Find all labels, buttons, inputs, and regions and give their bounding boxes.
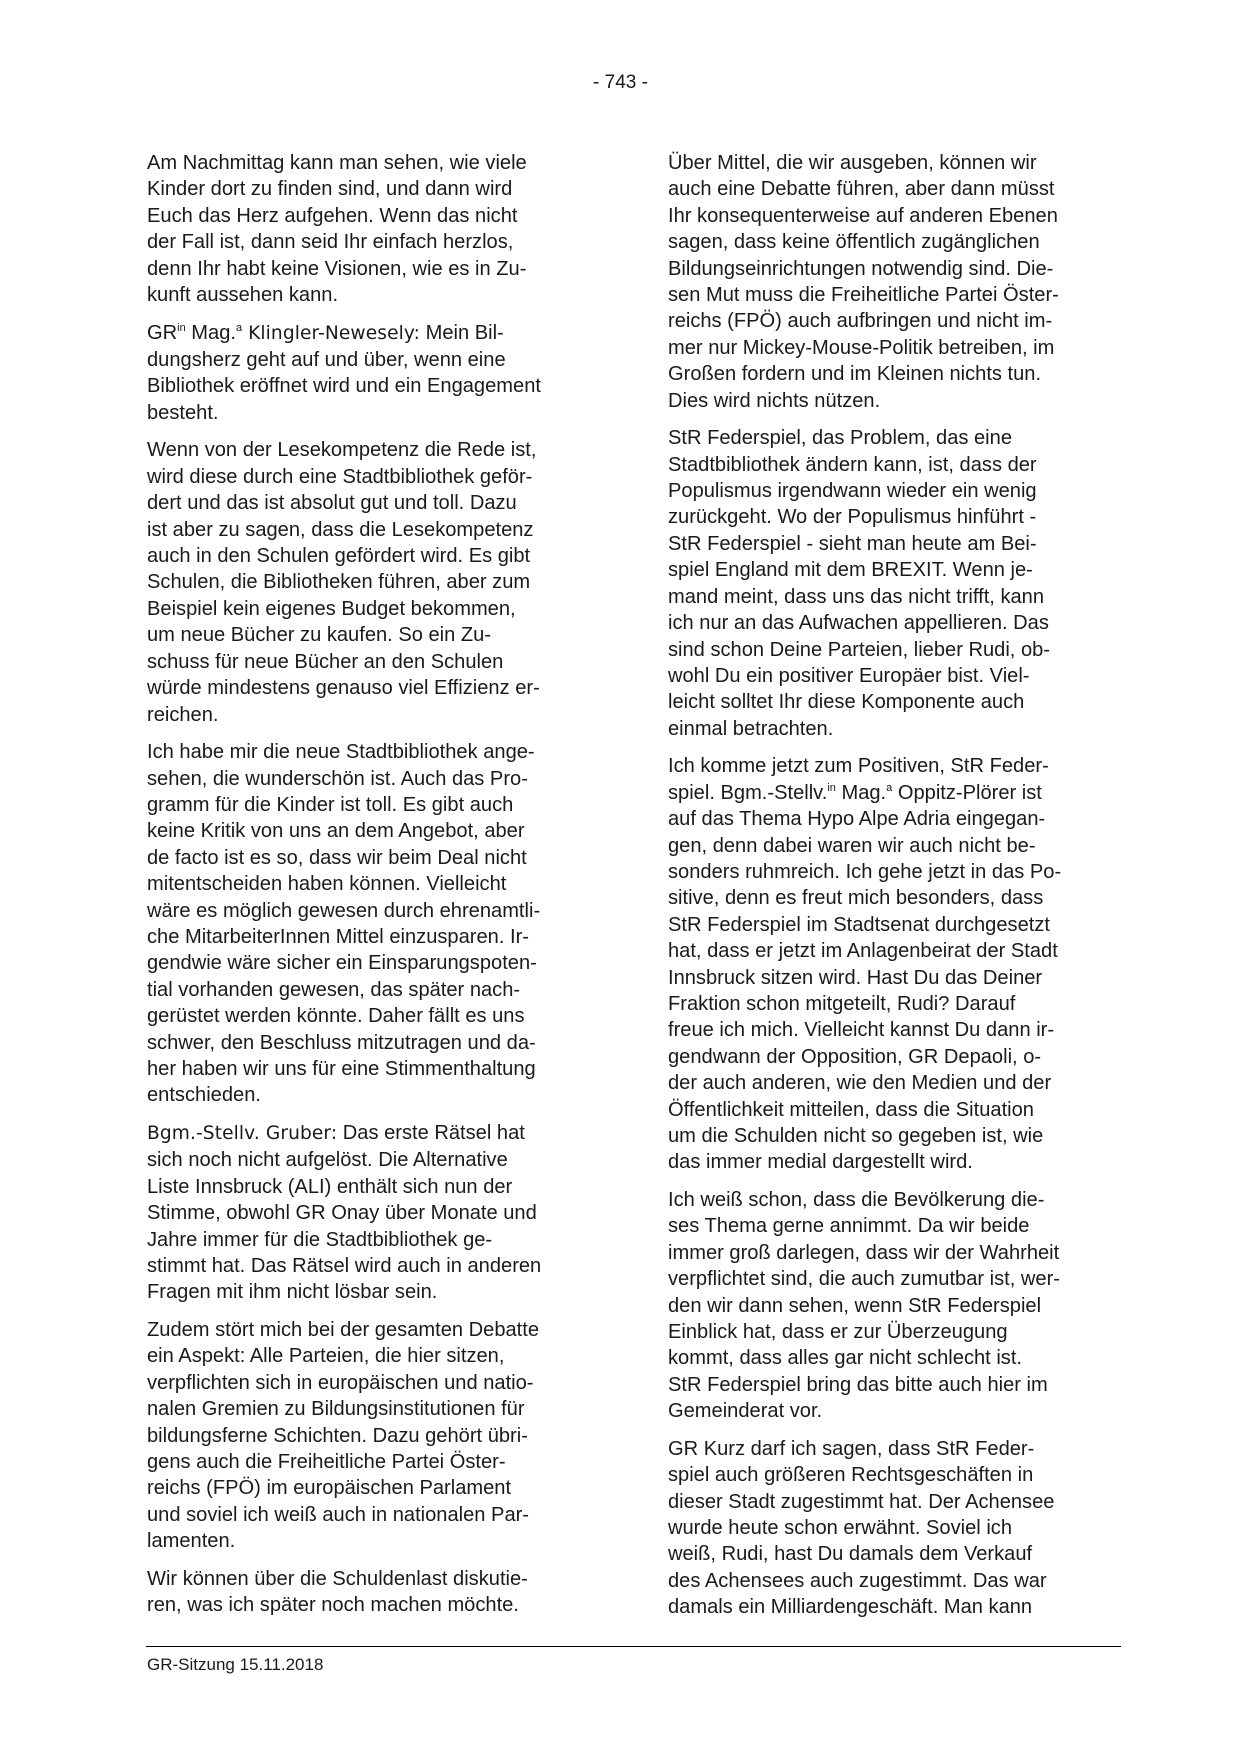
superscript: in — [177, 321, 186, 334]
text-line: reichs (FPÖ) im europäischen Parlament — [147, 1477, 512, 1500]
text-fragment: spiel. Bgm.-Stellv. — [668, 781, 828, 804]
text-line: Bildungseinrichtungen notwendig sind. Die- — [668, 257, 1054, 280]
text-line: schuss für neue Bücher an den Schulen — [147, 650, 504, 673]
text-line: Über Mittel, die wir ausgeben, können wir — [668, 152, 1037, 174]
text-fragment: Oppitz-Plörer ist — [892, 781, 1042, 804]
text-line: Ich weiß schon, dass die Bevölkerung die- — [668, 1189, 1045, 1211]
paragraph — [147, 739, 597, 1109]
text-line: Fraktion schon mitgeteilt, Rudi? Darauf — [668, 992, 1016, 1015]
text-line: Wir können über die Schuldenlast diskutie- — [147, 1567, 528, 1590]
page-number: - 743 - — [593, 72, 648, 93]
text-line: gens auch die Freiheitliche Partei Öster- — [147, 1451, 506, 1474]
text-line: Am Nachmittag kann man sehen, wie viele — [147, 152, 527, 174]
text-line: leicht solltet Ihr diese Komponente auch — [668, 691, 1025, 714]
text-line: stimmt hat. Das Rätsel wird auch in anderen — [147, 1255, 542, 1277]
text-line: weiß, Rudi, hast Du damals dem Verkauf — [668, 1543, 1033, 1566]
text-line: lamenten. — [147, 1530, 236, 1553]
text-line: wird diese durch eine Stadtbibliothek geför- — [147, 465, 533, 488]
text-line: verpflichten sich in europäischen und natio- — [147, 1371, 534, 1394]
title-abbrev: GR — [147, 321, 178, 344]
text-line: sonders ruhmreich. Ich gehe jetzt in das Po- — [668, 860, 1062, 883]
text-line: sind schon Deine Parteien, lieber Rudi, ob- — [668, 638, 1050, 661]
text-line: ren, was ich später noch machen möchte. — [147, 1594, 519, 1617]
text-line: denn Ihr habt keine Visionen, wie es in Zu- — [147, 257, 527, 280]
text-line: wäre es möglich gewesen durch ehrenamtli- — [147, 899, 541, 922]
text-line: her haben wir uns für eine Stimmenthaltung — [147, 1057, 536, 1080]
text-line: wurde heute schon erwähnt. Soviel ich — [668, 1517, 1013, 1540]
text-line: Öffentlichkeit mitteilen, dass die Situation — [668, 1098, 1034, 1121]
paragraph — [668, 753, 1118, 1176]
text-line: ich nur an das Aufwachen appellieren. Das — [668, 612, 1049, 635]
text-line: Innsbruck sitzen wird. Hast Du das Deiner — [668, 966, 1043, 989]
text-line — [147, 1120, 597, 1147]
text-line: dert und das ist absolut gut und toll. Dazu — [147, 492, 517, 515]
speaker-name: Bgm.-Stellv. Gruber: — [147, 1122, 338, 1144]
text-line: spiel England mit dem BREXIT. Wenn je- — [668, 559, 1033, 582]
left-column — [147, 150, 597, 1630]
text-line: um neue Bücher zu kaufen. So ein Zu- — [147, 624, 492, 647]
text-line: Liste Innsbruck (ALI) enthält sich nun der — [147, 1175, 513, 1198]
text-line: Ihr konsequenterweise auf anderen Ebenen — [668, 204, 1058, 227]
text-line: de facto ist es so, dass wir beim Deal nicht — [147, 846, 527, 869]
text-line: und soviel ich weiß auch in nationalen Par- — [147, 1503, 529, 1526]
text-line: damals ein Milliardengeschäft. Man kann — [668, 1596, 1033, 1619]
text-line: Dies wird nichts nützen. — [668, 389, 881, 412]
paragraph — [668, 1187, 1118, 1425]
paragraph — [147, 1120, 597, 1306]
text-line: Großen fordern und im Kleinen nichts tun. — [668, 363, 1042, 386]
title-abbrev: Mag. — [835, 781, 887, 804]
text-line: verpflichtet sind, die auch zumutbar ist, wer- — [668, 1268, 1060, 1291]
text-line: wohl Du ein positiver Europäer bist. Viel- — [668, 664, 1030, 687]
text-line: Ich habe mir die neue Stadtbibliothek ange- — [147, 741, 535, 764]
text-line: um die Schulden nicht so gegeben ist, wie — [668, 1125, 1044, 1147]
text-line: besteht. — [147, 401, 219, 424]
text-line: Wenn von der Lesekompetenz die Rede ist, — [147, 439, 537, 462]
text-line: Gemeinderat vor. — [668, 1400, 823, 1423]
text-line: dieser Stadt zugestimmt hat. Der Achensee — [668, 1490, 1055, 1513]
text-line: spiel auch größeren Rechtsgeschäften in — [668, 1464, 1034, 1487]
text-line: StR Federspiel - sieht man heute am Bei- — [668, 532, 1037, 555]
speaker-name: Klingler-Newesely: — [242, 322, 420, 344]
text-line: hat, dass er jetzt im Anlagenbeirat der Stadt — [668, 940, 1058, 963]
text-line: Zudem stört mich bei der gesamten Debatte — [147, 1319, 540, 1341]
text-line: kunft aussehen kann. — [147, 284, 339, 307]
text-line: ein Aspekt: Alle Parteien, die hier sitzen, — [147, 1345, 505, 1368]
text-line: auf das Thema Hypo Alpe Adria eingegan- — [668, 808, 1046, 831]
text-fragment: Das erste Rätsel hat — [337, 1121, 525, 1144]
text-line: bildungsferne Schichten. Dazu gehört übri- — [147, 1424, 528, 1447]
text-line: den wir dann sehen, wenn StR Federspiel — [668, 1294, 1042, 1317]
superscript: a — [235, 321, 243, 334]
text-line: sehen, die wunderschön ist. Auch das Pro- — [147, 767, 528, 790]
text-line: immer groß darlegen, dass wir der Wahrheit — [668, 1241, 1060, 1264]
paragraph — [668, 425, 1118, 742]
superscript: a — [886, 781, 893, 794]
text-line: ses Thema gerne annimmt. Da wir beide — [668, 1215, 1030, 1238]
footer-divider — [146, 1646, 1121, 1647]
footer-session-date: GR-Sitzung 15.11.2018 — [147, 1655, 324, 1674]
text-line: gendwann der Opposition, GR Depaoli, o- — [668, 1045, 1042, 1068]
text-line: des Achensees auch zugestimmt. Das war — [668, 1569, 1047, 1592]
text-line: würde mindestens genauso viel Effizienz er- — [147, 677, 540, 700]
text-line: auch in den Schulen gefördert wird. Es gibt — [147, 545, 531, 568]
paragraph — [147, 1566, 597, 1619]
text-line: Stimme, obwohl GR Onay über Monate und — [147, 1202, 537, 1225]
text-line: Beispiel kein eigenes Budget bekommen, — [147, 597, 516, 620]
text-line: kommt, dass alles gar nicht schlecht ist. — [668, 1347, 1023, 1370]
text-line: zurückgeht. Wo der Populismus hinführt - — [668, 506, 1037, 529]
superscript: in — [827, 781, 836, 794]
text-line: gen, denn dabei waren wir auch nicht be- — [668, 834, 1036, 857]
text-line: sen Mut muss die Freiheitliche Partei Öster- — [668, 284, 1059, 307]
text-line: Jahre immer für die Stadtbibliothek ge- — [147, 1228, 493, 1251]
text-line: tial vorhanden gewesen, das später nach- — [147, 978, 521, 1001]
text-line: schwer, den Beschluss mitzutragen und da- — [147, 1031, 536, 1054]
text-line: Ich komme jetzt zum Positiven, StR Feder- — [668, 755, 1049, 778]
text-line: sitive, denn es freut mich besonders, dass — [668, 887, 1044, 910]
text-line: gendwie wäre sicher ein Einsparungspoten- — [147, 952, 537, 975]
text-line: das immer medial dargestellt wird. — [668, 1151, 973, 1174]
text-line: ist aber zu sagen, dass die Lesekompetenz — [147, 518, 534, 541]
text-fragment: Mein Bil- — [420, 321, 504, 344]
text-line: Euch das Herz aufgehen. Wenn das nicht — [147, 204, 518, 227]
text-line: sich noch nicht aufgelöst. Die Alternative — [147, 1149, 508, 1172]
text-line: entschieden. — [147, 1084, 261, 1107]
text-line: der Fall ist, dann seid Ihr einfach herzlos, — [147, 231, 514, 254]
text-line: Kinder dort zu finden sind, und dann wird — [147, 178, 513, 201]
right-column — [668, 150, 1118, 1632]
text-line: sagen, dass keine öffentlich zugänglichen — [668, 231, 1040, 254]
text-line: StR Federspiel, das Problem, das eine — [668, 427, 1012, 450]
text-line: der auch anderen, wie den Medien und der — [668, 1072, 1052, 1095]
text-line: einmal betrachten. — [668, 717, 834, 740]
text-line: GR Kurz darf ich sagen, dass StR Feder- — [668, 1437, 1035, 1460]
text-line: reichs (FPÖ) auch aufbringen und nicht im- — [668, 310, 1053, 333]
text-line: freue ich mich. Vielleicht kannst Du dann ir- — [668, 1019, 1055, 1042]
text-line: Fragen mit ihm nicht lösbar sein. — [147, 1281, 438, 1304]
text-line: gramm für die Kinder ist toll. Es gibt auch — [147, 793, 514, 816]
text-line — [147, 320, 597, 347]
paragraph — [147, 437, 597, 727]
text-line: StR Federspiel im Stadtsenat durchgesetzt — [668, 913, 1050, 936]
text-line: dungsherz geht auf und über, wenn eine — [147, 349, 506, 372]
paragraph — [147, 150, 597, 308]
text-line: Bibliothek eröffnet wird und ein Engagement — [147, 375, 541, 398]
text-line: nalen Gremien zu Bildungsinstitutionen für — [147, 1398, 525, 1421]
text-line: Schulen, die Bibliotheken führen, aber zum — [147, 571, 531, 594]
text-line: auch eine Debatte führen, aber dann müsst — [668, 178, 1055, 201]
text-line — [668, 780, 1118, 806]
title-abbrev: Mag. — [185, 321, 236, 344]
text-line: mer nur Mickey-Mouse-Politik betreiben, im — [668, 336, 1055, 359]
text-line: che MitarbeiterInnen Mittel einzusparen. Ir- — [147, 925, 529, 948]
text-line: mitentscheiden haben können. Vielleicht — [147, 873, 507, 896]
text-line: Populismus irgendwann wieder ein wenig — [668, 480, 1037, 503]
paragraph — [668, 150, 1118, 414]
text-line: Einblick hat, dass er zur Überzeugung — [668, 1321, 1008, 1344]
text-line: keine Kritik von uns an dem Angebot, aber — [147, 820, 525, 843]
paragraph — [147, 320, 597, 427]
text-line: gerüstet werden könnte. Daher fällt es uns — [147, 1005, 525, 1028]
text-line: Stadtbibliothek ändern kann, ist, dass der — [668, 453, 1037, 476]
text-line: reichen. — [147, 703, 219, 726]
text-line: StR Federspiel bring das bitte auch hier im — [668, 1373, 1048, 1396]
text-line: mand meint, dass uns das nicht trifft, kann — [668, 585, 1045, 608]
paragraph — [147, 1317, 597, 1555]
paragraph — [668, 1436, 1118, 1621]
